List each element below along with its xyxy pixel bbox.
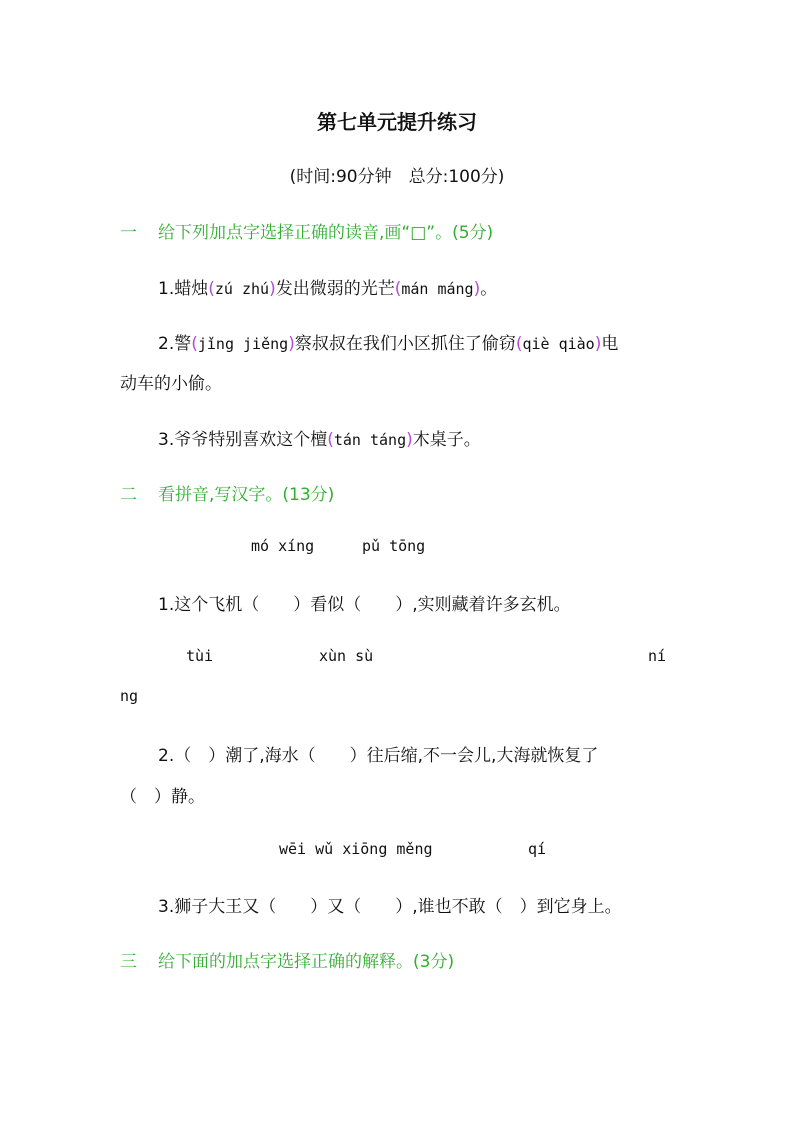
q1-paren-close-2: ) xyxy=(473,279,481,299)
question-1-3 xyxy=(158,425,481,450)
pinyin-pu-tong: pǔ tōng xyxy=(362,537,426,555)
q3-text-c: 木桌子。 xyxy=(412,430,481,450)
question-2-1: 1.这个飞机（ ）看似（ ）,实则藏着许多玄机。 xyxy=(158,595,571,615)
section-3-text: 给下面的加点字选择正确的解释。(3分) xyxy=(158,952,455,972)
pinyin-ning-part2: ng xyxy=(120,687,139,705)
q3-pinyin-options: tán táng xyxy=(333,431,407,449)
q1-paren-open-2: ( xyxy=(394,279,402,299)
pinyin-wei-wu-xiong-meng: wēi wǔ xiōng měng xyxy=(279,840,433,858)
q2-text-c: 电 xyxy=(601,334,619,354)
section-1-number: 一 xyxy=(120,223,137,243)
question-1-2-line2: 动车的小偷。 xyxy=(120,374,222,394)
section-3-number: 三 xyxy=(120,952,137,972)
q2-paren-open: ( xyxy=(191,334,198,354)
q1-pinyin-options: zú zhú xyxy=(214,280,270,298)
question-2-2-line2: （ ）静。 xyxy=(120,787,205,807)
pinyin-ning-part1: ní xyxy=(648,647,667,665)
q3-paren-close: ) xyxy=(406,430,413,450)
question-1-2 xyxy=(158,329,618,354)
q2-pinyin-options-2: qiè qiào xyxy=(522,335,595,353)
q1-pinyin-options-2: mán máng xyxy=(401,280,474,298)
section-2-heading xyxy=(120,480,334,505)
section-1-text: 给下列加点字选择正确的读音,画“ xyxy=(158,223,411,243)
q1-paren-close: ) xyxy=(269,279,276,299)
q2-pinyin-options: jǐng jiěng xyxy=(197,335,289,353)
page-title: 第七单元提升练习 xyxy=(317,110,477,134)
q3-paren-open: ( xyxy=(327,430,334,450)
pinyin-xun-su: xùn sù xyxy=(319,647,374,665)
section-3-heading xyxy=(120,947,454,972)
q2-paren-close-2: ) xyxy=(594,334,602,354)
section-1-heading xyxy=(120,218,493,243)
q2-paren-open-2: ( xyxy=(515,334,523,354)
section-2-number: 二 xyxy=(120,485,137,505)
q1-text-a: 1.蜡烛 xyxy=(158,279,209,299)
question-2-3: 3.狮子大王又（ ）又（ ）,谁也不敢（ ）到它身上。 xyxy=(158,897,622,917)
q1-text-c: 。 xyxy=(480,279,498,299)
q3-text-a: 3.爷爷特别喜欢这个檀 xyxy=(158,430,328,450)
question-2-2: 2.（ ）潮了,海水（ ）往后缩,不一会儿,大海就恢复了 xyxy=(158,746,599,766)
q2-text-a: 2.警 xyxy=(158,334,192,354)
q2-text-b: 察叔叔在我们小区抓住了偷窃 xyxy=(294,334,516,354)
section-1-text-end: ”。(5分) xyxy=(426,223,494,243)
q1-text-b: 发出微弱的光芒 xyxy=(275,279,395,299)
pinyin-mo-xing: mó xíng xyxy=(251,537,315,555)
pinyin-tui: tùi xyxy=(186,647,214,665)
answer-box-symbol: □ xyxy=(410,223,427,243)
q1-paren-open: ( xyxy=(208,279,215,299)
question-1-1 xyxy=(158,274,497,299)
section-2-text: 看拼音,写汉字。(13分) xyxy=(158,485,335,505)
pinyin-qi: qí xyxy=(528,840,547,858)
exam-info: (时间:90分钟 总分:100分) xyxy=(289,167,505,187)
q2-paren-close: ) xyxy=(288,334,295,354)
